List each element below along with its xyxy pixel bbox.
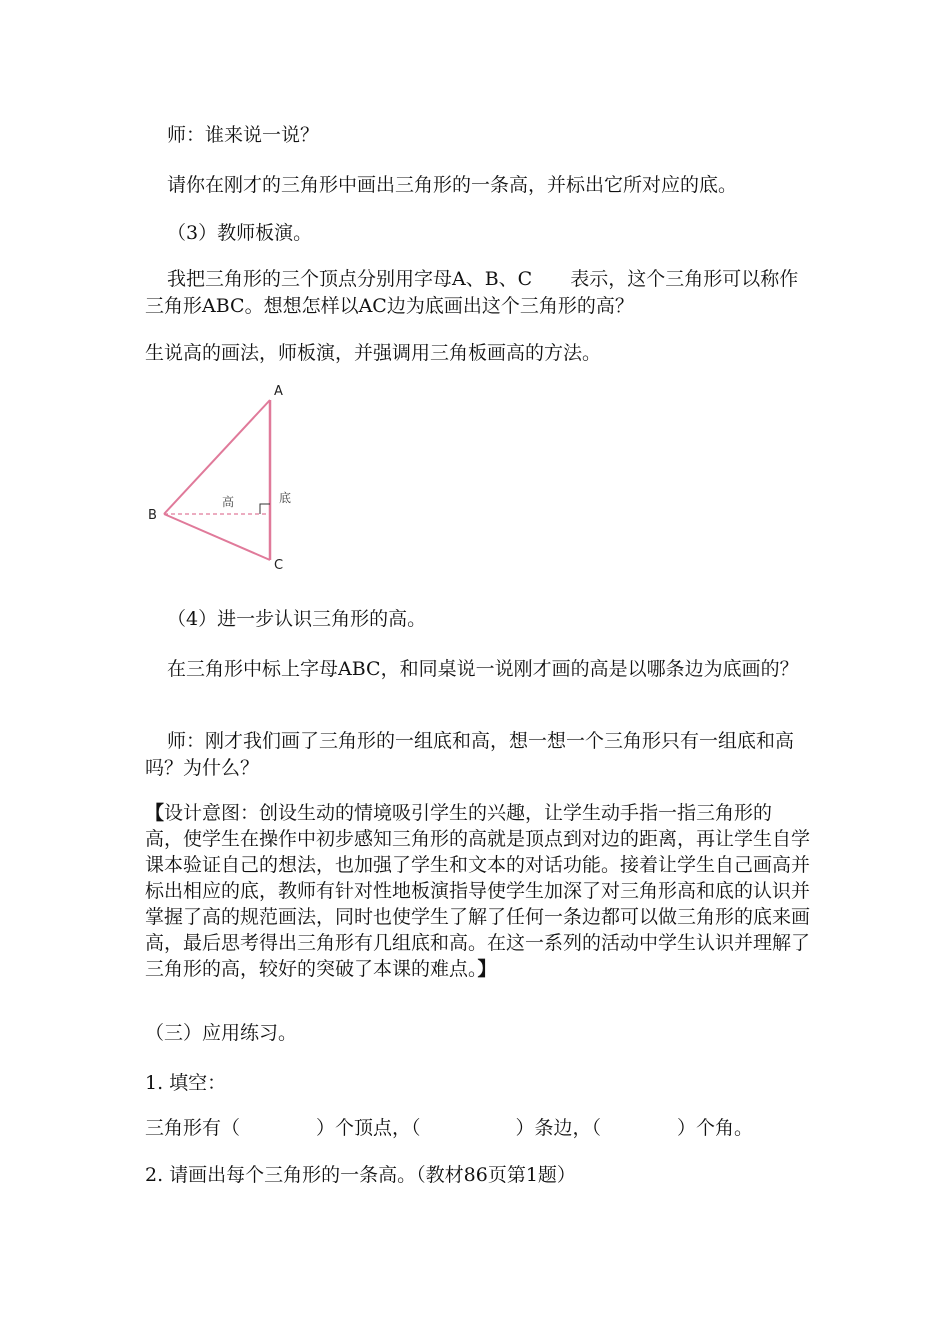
paragraph-2: 请你在刚才的三角形中画出三角形的一条高，并标出它所对应的底。 (167, 174, 738, 196)
design-close-bracket: 】 (477, 958, 497, 980)
paragraph-10: 1. 填空： (145, 1072, 227, 1094)
paragraph-12: 2. 请画出每个三角形的一条高。（教材86页第1题） (145, 1164, 576, 1186)
vertex-label-c: C (274, 558, 284, 573)
edge-ab (164, 400, 270, 514)
paragraph-7: 在三角形中标上字母ABC，和同桌说一说刚才画的高是以哪条边为底画的？ (167, 658, 799, 680)
design-intent-block (145, 800, 810, 982)
edge-bc (164, 514, 270, 560)
paragraph-3: （3）教师板演。 (167, 222, 313, 244)
right-angle-mark (260, 504, 270, 514)
paragraph-1: 师：谁来说一说？ (167, 124, 320, 146)
paragraph-8: 师：刚才我们画了三角形的一组底和高，想一想一个三角形只有一组底和高吗？为什么？ (145, 730, 795, 779)
base-label: 底 (279, 491, 292, 505)
paragraph-6: （4）进一步认识三角形的高。 (167, 608, 427, 630)
paragraph-11: 三角形有（ ）个顶点，（ ）条边，（ ）个角。 (145, 1117, 754, 1139)
paragraph-4: 我把三角形的三个顶点分别用字母A、B、C 表示，这个三角形可以称作三角形ABC。想想怎样以AC边为底画出这个三角形的高？ (145, 268, 799, 317)
height-label: 高 (222, 495, 235, 509)
paragraph-5: 生说高的画法，师板演，并强调用三角板画高的方法。 (145, 342, 602, 364)
triangle-figure (140, 378, 310, 578)
vertex-label-a: A (274, 384, 283, 399)
design-intent-text: 设计意图：创设生动的情境吸引学生的兴趣，让学生动手指一指三角形的高，使学生在操作中初步感知三角形的高就是顶点到对边的距离，再让学生自学课本验证自己的想法，也加强了学生和文本的对话功能。接着让学生自己画高并标出相应的底，教师有针对性地板演指导使学生加深了对三角形高和底的认识并掌握了高的规范画法，同时也使学生了解了任何一条边都可以做三角形的底来画高，最后思考得出三角形有几组底和高。在这一系列的活动中学生认识并理解了三角形的高，较好的突破了本课的难点。 (145, 802, 811, 980)
vertex-label-b: B (148, 508, 157, 523)
paragraph-9: （三）应用练习。 (145, 1022, 298, 1044)
design-open-bracket: 【 (145, 802, 165, 824)
